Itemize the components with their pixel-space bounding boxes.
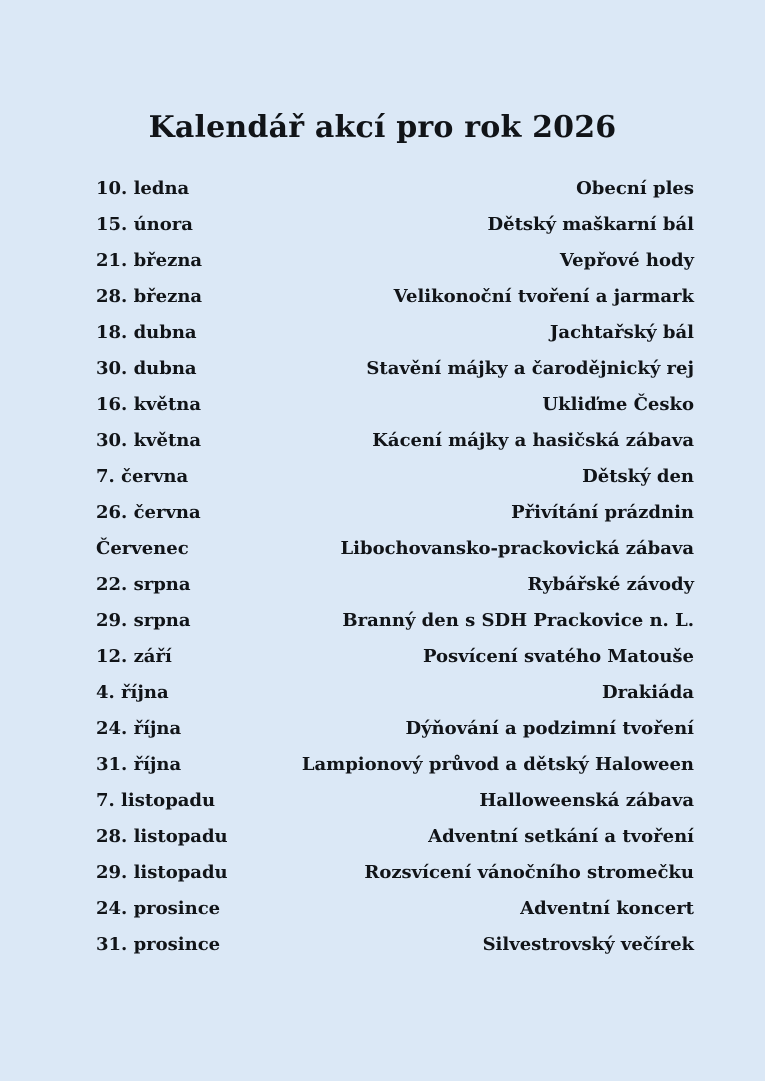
event-row (96, 783, 694, 819)
event-row (96, 279, 694, 315)
event-name: Rozsvícení vánočního stromečku (364, 862, 694, 883)
event-row (96, 855, 694, 891)
event-row (96, 459, 694, 495)
event-date: 24. prosince (96, 898, 221, 919)
event-date: Červenec (96, 538, 189, 559)
event-date: 7. června (96, 466, 189, 487)
event-name: Halloweenská zábava (479, 790, 694, 811)
event-name: Obecní ples (576, 178, 694, 199)
event-name: Jachtařský bál (549, 322, 694, 343)
event-name: Dýňování a podzimní tvoření (405, 718, 694, 739)
event-name: Vepřové hody (559, 250, 694, 271)
event-date: 28. března (96, 286, 203, 307)
event-date: 24. října (96, 718, 182, 739)
event-name: Rybářské závody (527, 574, 694, 595)
event-name: Dětský den (582, 466, 694, 487)
event-name: Velikonoční tvoření a jarmark (393, 286, 694, 307)
event-row (96, 891, 694, 927)
event-row (96, 567, 694, 603)
event-row (96, 243, 694, 279)
event-row (96, 423, 694, 459)
event-row (96, 171, 694, 207)
event-name: Drakiáda (602, 682, 694, 703)
event-name: Posvícení svatého Matouše (422, 646, 694, 667)
event-name: Branný den s SDH Prackovice n. L. (342, 610, 694, 631)
event-date: 28. listopadu (96, 826, 228, 847)
event-row (96, 639, 694, 675)
event-row (96, 495, 694, 531)
event-date: 29. listopadu (96, 862, 228, 883)
event-name: Silvestrovský večírek (482, 934, 694, 955)
event-date: 4. října (96, 682, 169, 703)
event-list (96, 171, 694, 963)
event-name: Ukliďme Česko (542, 394, 694, 415)
event-date: 10. ledna (96, 178, 190, 199)
event-row (96, 675, 694, 711)
event-date: 21. března (96, 250, 203, 271)
event-row (96, 351, 694, 387)
event-row (96, 315, 694, 351)
event-date: 26. června (96, 502, 201, 523)
event-date: 12. září (96, 646, 172, 667)
event-date: 15. února (96, 214, 193, 235)
event-date: 31. prosince (96, 934, 221, 955)
event-row (96, 531, 694, 567)
event-row (96, 711, 694, 747)
event-row (96, 603, 694, 639)
event-date: 30. května (96, 430, 202, 451)
event-date: 7. listopadu (96, 790, 216, 811)
event-row (96, 747, 694, 783)
event-date: 22. srpna (96, 574, 191, 595)
event-name: Adventní setkání a tvoření (428, 826, 694, 847)
event-date: 29. srpna (96, 610, 191, 631)
event-date: 18. dubna (96, 322, 197, 343)
event-date: 16. května (96, 394, 202, 415)
event-row (96, 387, 694, 423)
event-date: 31. října (96, 754, 182, 775)
event-name: Stavění májky a čarodějnický rej (366, 358, 694, 379)
event-row (96, 819, 694, 855)
event-name: Přivítání prázdnin (511, 502, 694, 523)
event-name: Kácení májky a hasičská zábava (372, 430, 694, 451)
event-row (96, 207, 694, 243)
event-name: Dětský maškarní bál (487, 214, 694, 235)
page-title: Kalendář akcí pro rok 2026 (148, 110, 617, 146)
event-name: Lampionový průvod a dětský Haloween (301, 754, 694, 775)
event-date: 30. dubna (96, 358, 197, 379)
event-name: Libochovansko-prackovická zábava (340, 538, 694, 559)
event-name: Adventní koncert (520, 898, 694, 919)
event-row (96, 927, 694, 963)
